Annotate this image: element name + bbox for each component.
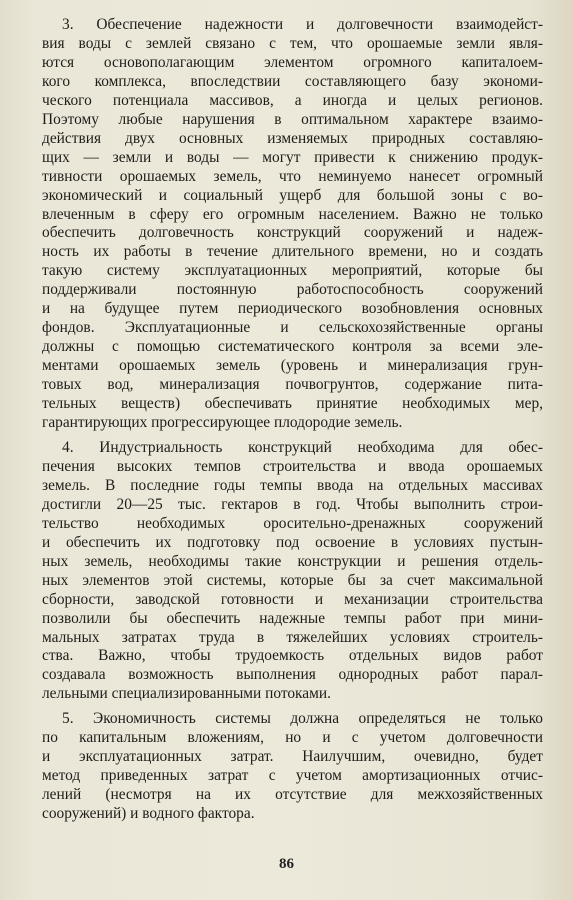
text-line: ных земель, необходимы такие конструкции и решения отдель- (42, 552, 543, 570)
page-number: 86 (279, 856, 294, 872)
paragraph-5 (42, 710, 543, 824)
text-line: ства. Важно, чтобы трудоемкость отдельных видов работ (42, 647, 543, 665)
paragraph-3 (42, 16, 543, 433)
text-line: по капитальным вложениям, но и с учетом долговечности (42, 729, 543, 747)
text-line: создавала возможность выполнения однородных работ парал- (42, 666, 543, 684)
text-line: кого комплекса, впоследствии составляющего базу экономи- (42, 72, 543, 90)
text-line: лений (несмотря на их отсутствие для межхозяйственных (42, 786, 543, 804)
body-text (42, 16, 543, 824)
text-line: сооружений) и водного фактора. (42, 805, 255, 823)
text-line: 3. Обеспечение надежности и долговечности взаимодейст- (62, 16, 543, 33)
text-line: влеченным в сферу его огромным населением. Важно не только (42, 205, 543, 223)
text-line: земель. В последние годы темпы ввода на отдельных массивах (42, 476, 543, 494)
text-line: позволили бы обеспечить надежные темпы работ при мини- (42, 609, 543, 627)
text-line: поддерживали постоянную работоспособность сооружений (42, 281, 543, 299)
text-line: 5. Экономичность системы должна определяться не только (62, 710, 543, 728)
text-line: печения высоких темпов строительства и ввода орошаемых (42, 457, 543, 475)
text-line: и обеспечить их подготовку под освоение в условиях пустын- (42, 533, 543, 551)
text-line: гарантирующих прогрессирующее плодородие земель. (42, 414, 403, 432)
text-line: щих — земли и воды — могут привести к снижению продук- (42, 148, 543, 166)
text-line: обеспечить долговечность конструкций сооружений и надеж- (42, 224, 543, 242)
text-line: мальных затратах труда в тяжелейших условиях строитель- (42, 628, 543, 646)
text-line: сборности, заводской готовности и механизации строительства (42, 590, 543, 608)
text-line: тельных веществ) обеспечивать принятие необходимых мер, (42, 395, 543, 413)
text-line: ность их работы в течение длительного времени, но и создать (42, 243, 543, 261)
text-line: такую систему эксплуатационных мероприятий, которые бы (42, 262, 543, 280)
text-line: ются основополагающим элементом огромного капиталоем- (42, 53, 543, 71)
text-line: лельными специализированными потоками. (42, 685, 331, 703)
text-line: тивности орошаемых земель, что неминуемо нанесет огромный (42, 167, 543, 185)
text-line: ментами орошаемых земель (уровень и минерализация грун- (42, 357, 543, 375)
text-line: должны с помощью систематического контроля за всеми эле- (42, 338, 543, 356)
text-line: метод приведенных затрат с учетом амортизационных отчис- (42, 767, 543, 785)
text-line: достигли 20—25 тыс. гектаров в год. Чтобы выполнить строи- (42, 495, 543, 513)
text-line: Поэтому любые нарушения в оптимальном характере взаимо- (42, 110, 543, 128)
text-line: и эксплуатационных затрат. Наилучшим, очевидно, будет (42, 748, 543, 766)
text-line: фондов. Эксплуатационные и сельскохозяйственные органы (42, 319, 543, 337)
text-line: товых вод, минерализация почвогрунтов, содержание пита- (42, 376, 543, 394)
text-line: вия воды с землей связано с тем, что орошаемые земли явля- (42, 34, 543, 52)
paragraph-4 (42, 439, 543, 704)
text-line: и на будущее путем периодического возобновления основных (42, 300, 543, 318)
text-line: действия двух основных изменяемых природных составляю- (42, 129, 543, 147)
text-line: 4. Индустриальность конструкций необходима для обес- (62, 438, 543, 456)
text-line: ных элементов этой системы, которые бы за счет максимальной (42, 571, 543, 589)
text-line: экономический и социальный ущерб для большой зоны с во- (42, 186, 543, 204)
text-line: ческого потенциала массивов, а иногда и целых регионов. (42, 91, 543, 109)
text-line: тельство необходимых оросительно-дренажных сооружений (42, 514, 543, 532)
